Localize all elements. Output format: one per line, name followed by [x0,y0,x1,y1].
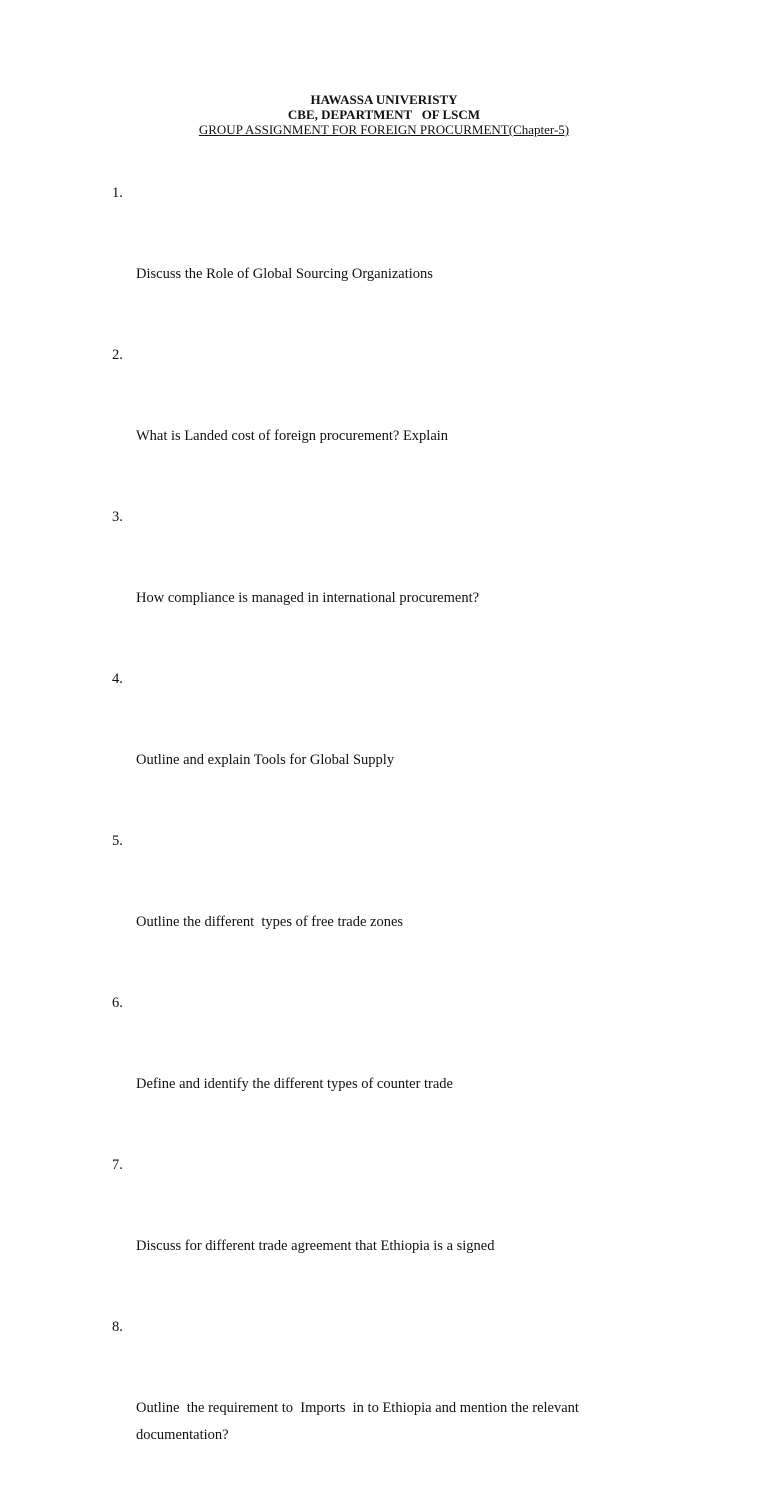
question-number: 7. [112,1157,123,1173]
question-number: 6. [112,995,123,1011]
question-item [112,504,672,666]
question-number: 3. [112,509,123,525]
question-item [112,666,672,828]
question-text: Outline the different types of free trade zones [136,914,404,930]
question-number: 2. [112,347,123,363]
question-list [112,180,672,1503]
department-name: CBE, DEPARTMENT OF LSCM [287,107,481,122]
question-item [112,828,672,990]
assignment-title: GROUP ASSIGNMENT FOR FOREIGN PROCURMENT(Chapter-5) [198,122,570,137]
question-item [112,180,672,342]
university-name: HAWASSA UNIVERISTY [310,92,458,107]
question-item [112,990,672,1152]
question-number: 1. [112,185,123,201]
question-number: 4. [112,671,123,687]
question-text: Discuss the Role of Global Sourcing Organizations [136,266,433,282]
question-item [112,1152,672,1314]
question-item [112,1314,672,1503]
document-header [0,92,768,137]
question-text: Outline the requirement to Imports in to Ethiopia and mention the relevant documentation? [136,1400,583,1443]
question-text: Outline and explain Tools for Global Supply [136,752,395,768]
question-text: Discuss for different trade agreement that Ethiopia is a signed [136,1238,495,1254]
question-text: What is Landed cost of foreign procurement? Explain [136,428,449,444]
question-text: How compliance is managed in international procurement? [136,590,480,606]
question-number: 5. [112,833,123,849]
question-text: Define and identify the different types of counter trade [136,1076,453,1092]
question-number: 8. [112,1319,123,1335]
question-item [112,342,672,504]
